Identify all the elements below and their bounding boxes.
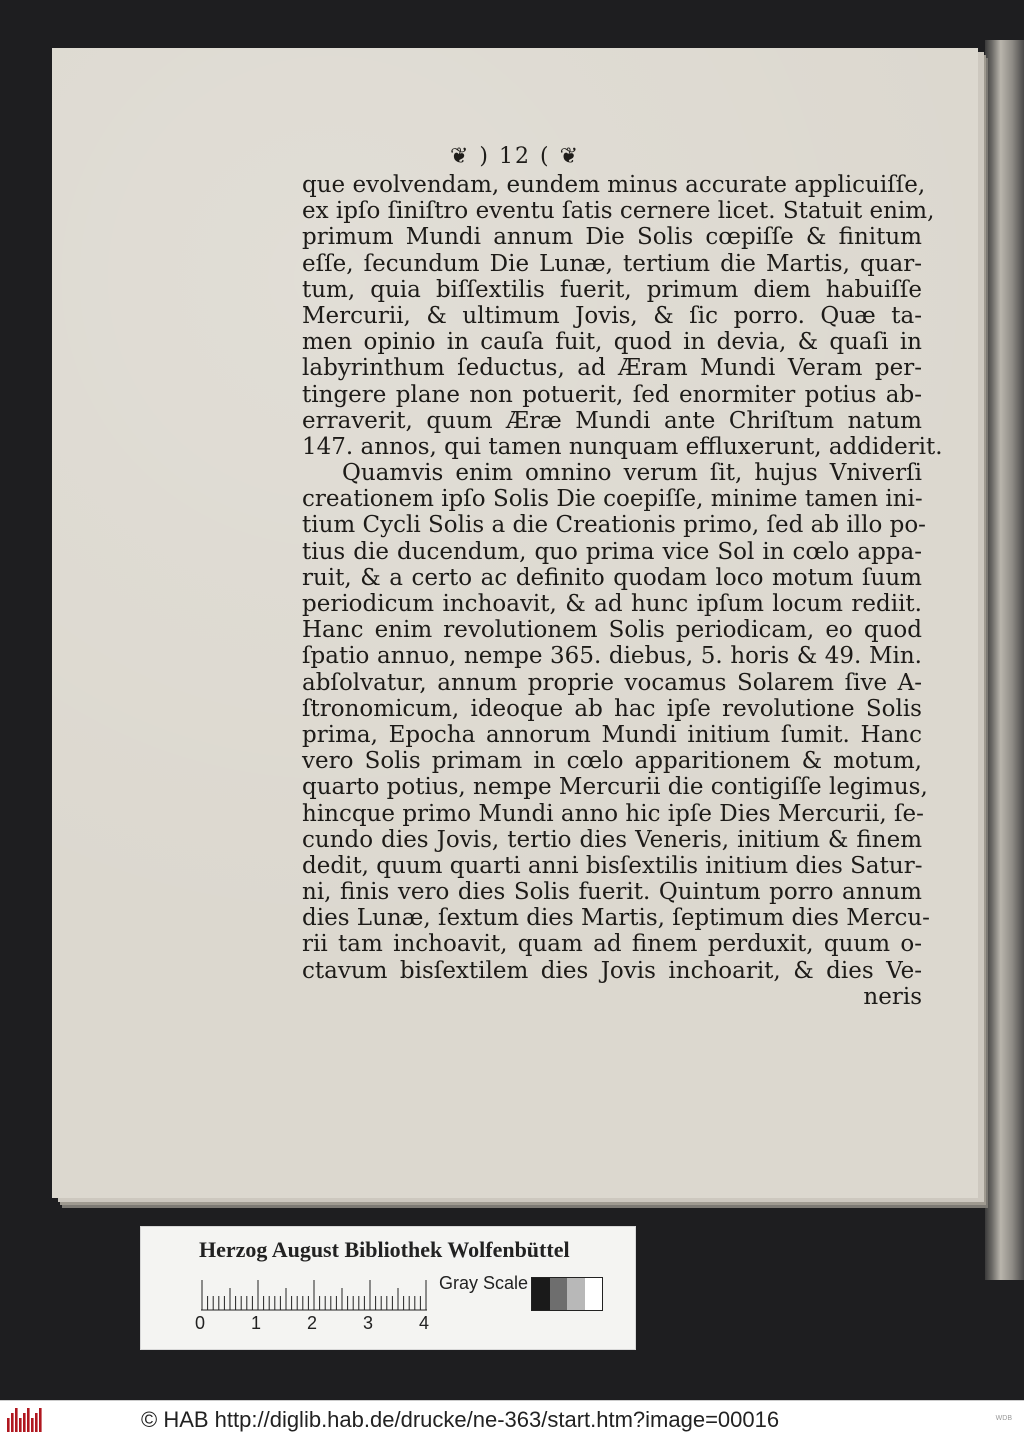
ruler-number: 1 [251, 1313, 262, 1333]
text-line: que evolvendam, eundem minus accurate applicuiſſe, [302, 172, 926, 198]
library-card [140, 1226, 636, 1350]
page-header [52, 144, 978, 169]
text-line: abſolvatur, annum proprie vocamus Solarem ſive A- [302, 669, 922, 696]
ruler-number: 4 [419, 1313, 430, 1333]
text-line: vero Solis primam in cœlo apparitionem & motum, [302, 748, 922, 775]
text-line: cundo dies Jovis, tertio dies Veneris, initium & finem [302, 826, 922, 853]
page-text [302, 172, 943, 1010]
logo-bar [23, 1413, 26, 1432]
text-line: primum Mundi annum Die Solis cœpiſſe & finitum [302, 224, 922, 251]
footer-corner-mark: WDB [995, 1415, 1012, 1422]
text-line: hincque primo Mundi anno hic ipſe Dies Mercurii, ſe- [302, 800, 924, 827]
logo-bar [39, 1408, 42, 1432]
text-line: Quamvis enim omnino verum ſit, hujus Vniverſi [342, 460, 922, 487]
text-line: tum, quia biſſextilis fuerit, primum diem habuiſſe [302, 276, 922, 303]
logo-bar [15, 1408, 18, 1432]
text-line: ruit, & a certo ac definito quodam loco motum ſuum [302, 564, 922, 591]
text-line: eſſe, ſecundum Die Lunæ, tertium die Martis, quar- [302, 250, 922, 277]
text-line: creationem ipſo Solis Die coepiſſe, minime tamen ini- [302, 486, 923, 513]
ruler-numbers [195, 1313, 435, 1333]
viewer-footer [0, 1400, 1024, 1440]
text-line: ſtronomicum, ideoque ab hac ipſe revolutione Solis [302, 695, 922, 722]
text-line: labyrinthum ſeductus, ad Æram Mundi Veram per- [302, 355, 922, 382]
library-name: Herzog August Bibliothek Wolfenbüttel [199, 1237, 570, 1262]
page-number: ) 12 ( [479, 144, 551, 169]
text-line: dedit, quum quarti anni bisſextilis initium dies Satur- [302, 852, 923, 879]
logo-bar [31, 1418, 34, 1432]
text-line: erraverit, quum Æræ Mundi ante Chriſtum natum [302, 407, 922, 434]
logo-bar [19, 1418, 22, 1432]
text-line: dies Lunæ, ſextum dies Martis, ſeptimum dies Mercu- [302, 905, 930, 932]
logo-bar [7, 1418, 10, 1432]
text-line: Hanc enim revolutionem Solis periodicam, eo quod [302, 617, 922, 644]
right-ornament-icon: ❦ [559, 144, 581, 169]
footer-copyright-link[interactable]: © HAB http://diglib.hab.de/drucke/ne-363/start.htm?image=00016 [141, 1407, 780, 1432]
text-line: rii tam inchoavit, quam ad finem perduxit, quum o- [302, 931, 922, 958]
logo-bar [27, 1408, 30, 1432]
book-page [52, 48, 978, 1198]
text-line: ſpatio annuo, nempe 365. diebus, 5. horis & 49. Min. [302, 643, 922, 670]
text-line: tingere plane non potuerit, ſed enormiter potius ab- [302, 381, 922, 408]
text-line: tium Cycli Solis a die Creationis primo, ſed ab illo po- [302, 512, 926, 539]
logo-bar [11, 1413, 14, 1432]
catchword: neris [863, 983, 922, 1010]
gray-scale-patch [550, 1278, 568, 1310]
text-line: 147. annos, qui tamen nunquam effluxerunt, addiderit. [302, 433, 943, 460]
gray-scale-patch [567, 1278, 585, 1310]
ruler-number: 2 [307, 1313, 318, 1333]
hab-logo-icon [6, 1406, 44, 1434]
left-ornament-icon: ❦ [449, 144, 471, 169]
text-line: ni, finis vero dies Solis fuerit. Quintum porro annum [302, 879, 922, 906]
gray-scale-bar [531, 1277, 603, 1311]
text-line: quarto potius, nempe Mercurii die contigiſſe legimus, [302, 774, 928, 801]
gray-scale-patch [532, 1278, 550, 1310]
text-line: ctavum bisſextilem dies Jovis inchoarit, & dies Ve- [302, 957, 922, 984]
gray-scale-label: Gray Scale [439, 1273, 529, 1293]
text-line: prima, Epocha annorum Mundi initium ſumit. Hanc [302, 721, 922, 748]
text-line: periodicum inchoavit, & ad hunc ipſum locum rediit. [302, 591, 922, 617]
text-line: ex ipſo ſiniſtro eventu ſatis cernere licet. Statuit enim, [302, 198, 935, 225]
ruler [201, 1279, 427, 1311]
gray-scale-patch [585, 1278, 603, 1310]
ruler-number: 3 [363, 1313, 374, 1333]
text-line: men opinio in cauſa fuit, quod in devia, & quaſi in [302, 329, 922, 356]
text-line: Mercurii, & ultimum Jovis, & ſic porro. Quæ ta- [302, 302, 922, 329]
logo-bar [35, 1413, 38, 1432]
book-edge [985, 40, 1024, 1280]
ruler-number: 0 [195, 1313, 206, 1333]
text-line: tius die ducendum, quo prima vice Sol in cœlo appa- [302, 538, 922, 565]
